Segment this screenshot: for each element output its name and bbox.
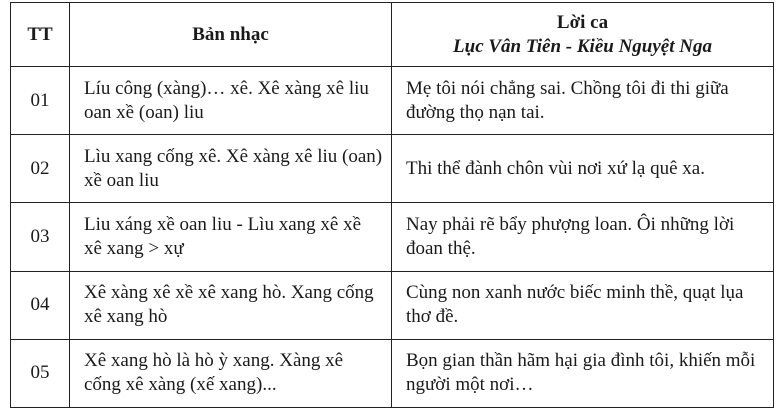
music-cell: Lìu xang cống xê. Xê xàng xê liu (oan) xề oan liu [70,135,392,203]
header-music: Bản nhạc [70,3,392,67]
music-cell: Xê xàng xê xề xê xang hò. Xang cống xê xang hò [70,271,392,339]
table-row [11,203,774,271]
lyrics-table [10,2,774,408]
lyrics-cell: Mẹ tôi nói chẳng sai. Chồng tôi đi thi giữa đường thọ nạn tai. [392,67,774,135]
row-number: 05 [11,339,70,407]
header-lyrics [392,3,774,67]
table-row [11,339,774,407]
table-row [11,271,774,339]
header-lyrics-subtitle: Lục Vân Tiên - Kiều Nguyệt Nga [453,35,712,57]
lyrics-cell: Nay phải rẽ bẩy phượng loan. Ôi những lời đoan thệ. [392,203,774,271]
table-row [11,135,774,203]
music-cell: Xê xang hò là hò ỳ xang. Xàng xê cống xê xàng (xế xang)... [70,339,392,407]
lyrics-cell: Bọn gian thần hãm hại gia đình tôi, khiến mỗi người một nơi… [392,339,774,407]
row-number: 02 [11,135,70,203]
music-cell: Liu xáng xề oan liu - Lìu xang xê xề xê xang > xự [70,203,392,271]
music-cell: Líu công (xàng)… xê. Xê xàng xê liu oan xề (oan) liu [70,67,392,135]
header-row [11,3,774,67]
table-row [11,67,774,135]
row-number: 01 [11,67,70,135]
lyrics-cell: Cùng non xanh nước biếc minh thề, quạt lụa thơ đề. [392,271,774,339]
row-number: 03 [11,203,70,271]
header-lyrics-title: Lời ca [556,11,609,33]
lyrics-cell: Thi thể đành chôn vùi nơi xứ lạ quê xa. [392,135,774,203]
row-number: 04 [11,271,70,339]
header-tt: TT [11,3,70,67]
